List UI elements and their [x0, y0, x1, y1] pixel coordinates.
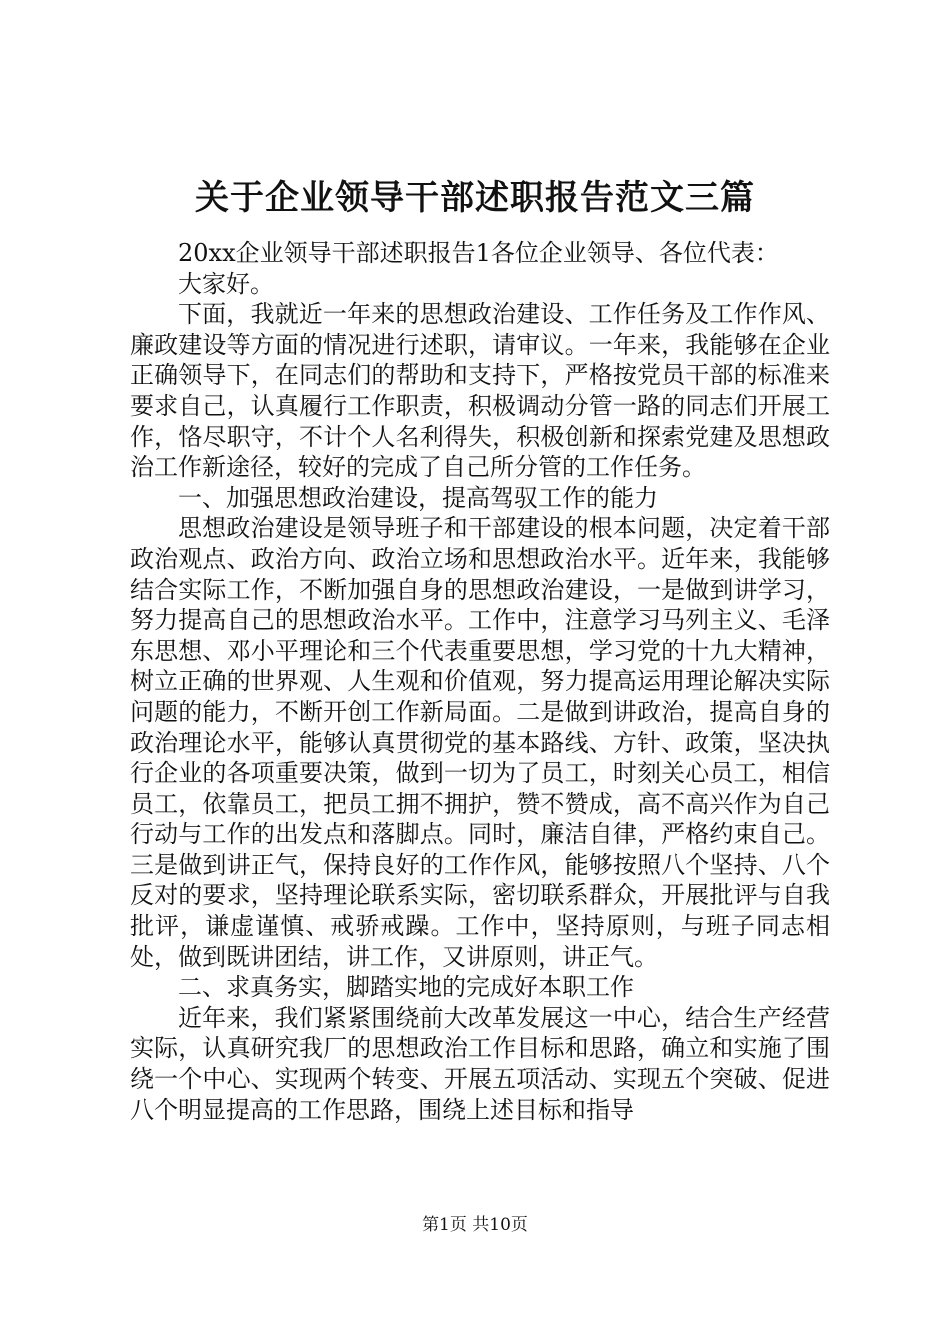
- document-title: 关于企业领导干部述职报告范文三篇: [195, 178, 755, 218]
- section-heading-2: 二、求真务实，脚踏实地的完成好本职工作: [178, 973, 634, 1002]
- section-heading-1: 一、加强思想政治建设，提高驾驭工作的能力: [178, 483, 658, 512]
- paragraph-section-2: 近年来，我们紧紧围绕前大改革发展这一中心，结合生产经营实际，认真研究我厂的思想政治工作目标和思路，确立和实施了围绕一个中心、实现两个转变、开展五项活动、实现五个突破、促进八个明显提高的工作思路，围绕上述目标和指导: [130, 1003, 830, 1124]
- paragraph-intro: 下面，我就近一年来的思想政治建设、工作任务及工作作风、廉政建设等方面的情况进行述职，请审议。一年来，我能够在企业正确领导下，在同志们的帮助和支持下，严格按党员干部的标准来要求自己，认真履行工作职责，积极调动分管一路的同志们开展工作，恪尽职守，不计个人名利得失，积极创新和探索党建及思想政治工作新途径，较好的完成了自己所分管的工作任务。: [130, 300, 830, 482]
- paragraph-section-1: 思想政治建设是领导班子和干部建设的根本问题，决定着干部政治观点、政治方向、政治立场和思想政治水平。近年来，我能够结合实际工作，不断加强自身的思想政治建设，一是做到讲学习，努力提高自己的思想政治水平。工作中，注意学习马列主义、毛泽东思想、邓小平理论和三个代表重要思想，学习党的十九大精神，树立正确的世界观、人生观和价值观，努力提高运用理论解决实际问题的能力，不断开创工作新局面。二是做到讲政治，提高自身的政治理论水平，能够认真贯彻党的基本路线、方针、政策，坚决执行企业的各项重要决策，做到一切为了员工，时刻关心员工，相信员工，依靠员工，把员工拥不拥护，赞不赞成，高不高兴作为自己行动与工作的出发点和落脚点。同时，廉洁自律，严格约束自己。三是做到讲正气，保持良好的工作作风，能够按照八个坚持、八个反对的要求，坚持理论联系实际，密切联系群众，开展批评与自我批评，谦虚谨慎、戒骄戒躁。工作中，坚持原则，与班子同志相处，做到既讲团结，讲工作，又讲原则，讲正气。: [130, 514, 830, 971]
- paragraph-greeting-header: 20xx企业领导干部述职报告1各位企业领导、各位代表：: [178, 239, 779, 267]
- paragraph-greeting: 大家好。: [178, 269, 274, 298]
- document-body: [130, 238, 830, 1125]
- page-number-footer: 第1页 共10页: [422, 1215, 528, 1235]
